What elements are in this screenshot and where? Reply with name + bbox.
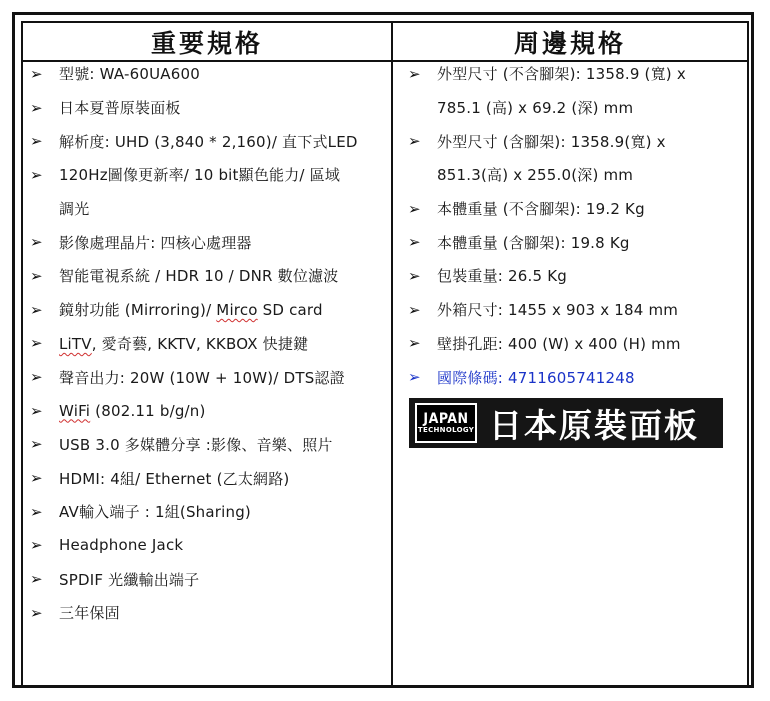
logo-bottom-text: TECHNOLOGY bbox=[417, 425, 475, 434]
spec-text: 日本夏普原裝面板 bbox=[59, 99, 181, 118]
arrow-bullet-icon: ➢ bbox=[30, 233, 43, 252]
arrow-bullet-icon: ➢ bbox=[30, 64, 43, 83]
spec-text bbox=[59, 299, 323, 320]
arrow-bullet-icon: ➢ bbox=[30, 300, 43, 319]
arrow-bullet-icon: ➢ bbox=[30, 98, 43, 117]
spec-text: 解析度: UHD (3,840 * 2,160)/ 直下式LED bbox=[59, 132, 358, 151]
japan-technology-logo bbox=[415, 403, 477, 443]
arrow-bullet-icon: ➢ bbox=[30, 502, 43, 521]
spec-text-part: SD card bbox=[257, 301, 323, 320]
arrow-bullet-icon: ➢ bbox=[30, 603, 43, 622]
spec-text: 壁掛孔距: 400 (W) x 400 (H) mm bbox=[437, 334, 681, 353]
arrow-bullet-icon: ➢ bbox=[30, 570, 43, 589]
spec-text: 本體重量 (含腳架): 19.8 Kg bbox=[437, 233, 630, 252]
arrow-bullet-icon: ➢ bbox=[408, 199, 421, 218]
spec-item bbox=[30, 259, 390, 293]
spec-item bbox=[30, 158, 390, 192]
logo-top-text: JAPAN bbox=[423, 410, 469, 427]
key-specs-list bbox=[30, 57, 390, 630]
spellcheck-underlined-word: Mirco bbox=[216, 301, 258, 320]
spec-item bbox=[30, 394, 390, 428]
spec-item bbox=[30, 91, 390, 125]
arrow-bullet-icon: ➢ bbox=[408, 368, 421, 387]
header-peripheral-specs: 周邊規格 bbox=[513, 28, 626, 58]
spec-text: HDMI: 4組/ Ethernet (乙太網路) bbox=[59, 469, 290, 488]
spec-text: AV輸入端子 : 1組(Sharing) bbox=[59, 503, 251, 522]
spec-item bbox=[408, 259, 748, 293]
spec-text: 三年保固 bbox=[59, 604, 120, 623]
spec-item bbox=[408, 360, 748, 394]
spec-text: 聲音出力: 20W (10W + 10W)/ DTS認證 bbox=[59, 368, 345, 387]
arrow-bullet-icon: ➢ bbox=[30, 334, 43, 353]
spec-item bbox=[408, 192, 748, 226]
spec-item bbox=[408, 293, 748, 327]
arrow-bullet-icon: ➢ bbox=[408, 233, 421, 252]
arrow-bullet-icon: ➢ bbox=[408, 266, 421, 285]
spellcheck-underlined-word: WiFi bbox=[59, 401, 91, 420]
spec-text: 調光 bbox=[59, 200, 90, 219]
spec-text-part: , 愛奇藝, KKTV, KKBOX 快捷鍵 bbox=[91, 334, 309, 353]
spec-text: 外箱尺寸: 1455 x 903 x 184 mm bbox=[437, 301, 679, 320]
spellcheck-underlined-word: LiTV bbox=[59, 334, 92, 353]
spec-item bbox=[30, 360, 390, 394]
spec-item bbox=[30, 57, 390, 91]
arrow-bullet-icon: ➢ bbox=[408, 64, 421, 83]
arrow-bullet-icon: ➢ bbox=[30, 132, 43, 151]
spec-text: 785.1 (高) x 69.2 (深) mm bbox=[437, 99, 634, 118]
spec-item bbox=[408, 124, 748, 158]
spec-text: Headphone Jack bbox=[59, 536, 184, 555]
arrow-bullet-icon: ➢ bbox=[30, 401, 43, 420]
japan-panel-banner bbox=[409, 398, 723, 448]
spec-item bbox=[408, 57, 748, 91]
spec-text-part: (802.11 b/g/n) bbox=[90, 401, 206, 420]
spec-text: 包裝重量: 26.5 Kg bbox=[437, 267, 567, 286]
spec-item bbox=[30, 461, 390, 495]
spec-item-continuation bbox=[30, 192, 390, 226]
arrow-bullet-icon: ➢ bbox=[408, 334, 421, 353]
spec-item bbox=[30, 596, 390, 630]
spec-text bbox=[59, 333, 308, 354]
arrow-bullet-icon: ➢ bbox=[30, 266, 43, 285]
column-divider bbox=[391, 21, 393, 687]
spec-item-continuation bbox=[408, 158, 748, 192]
spec-item bbox=[30, 124, 390, 158]
spec-item bbox=[408, 327, 748, 361]
spec-item bbox=[408, 225, 748, 259]
arrow-bullet-icon: ➢ bbox=[408, 132, 421, 151]
spec-text: USB 3.0 多媒體分享 :影像、音樂、照片 bbox=[59, 435, 333, 454]
spec-item bbox=[30, 428, 390, 462]
spec-text: 本體重量 (不含腳架): 19.2 Kg bbox=[437, 200, 645, 219]
spec-item-continuation bbox=[408, 91, 748, 125]
arrow-bullet-icon: ➢ bbox=[30, 435, 43, 454]
spec-text: 外型尺寸 (不含腳架): 1358.9 (寬) x bbox=[437, 65, 686, 84]
header-key-specs: 重要規格 bbox=[150, 28, 263, 58]
spec-item bbox=[30, 225, 390, 259]
spec-item bbox=[30, 293, 390, 327]
spec-text: SPDIF 光纖輸出端子 bbox=[59, 570, 200, 589]
spec-text bbox=[59, 402, 206, 420]
arrow-bullet-icon: ➢ bbox=[30, 469, 43, 488]
spec-text: 外型尺寸 (含腳架): 1358.9(寬) x bbox=[437, 132, 666, 151]
spec-text: 型號: WA-60UA600 bbox=[59, 65, 200, 84]
banner-text: 日本原裝面板 bbox=[489, 405, 699, 445]
peripheral-specs-list bbox=[408, 57, 748, 394]
spec-item bbox=[30, 495, 390, 529]
spec-text-part: 鏡射功能 (Mirroring)/ bbox=[59, 301, 217, 320]
spec-text: 120Hz圖像更新率/ 10 bit顯色能力/ 區域 bbox=[59, 166, 341, 185]
spec-item bbox=[30, 529, 390, 563]
spec-text: 國際條碼: 4711605741248 bbox=[437, 368, 635, 387]
arrow-bullet-icon: ➢ bbox=[30, 368, 43, 387]
spec-item bbox=[30, 562, 390, 596]
arrow-bullet-icon: ➢ bbox=[408, 300, 421, 319]
spec-text: 851.3(高) x 255.0(深) mm bbox=[437, 166, 634, 185]
arrow-bullet-icon: ➢ bbox=[30, 165, 43, 184]
spec-text: 智能電視系統 / HDR 10 / DNR 數位濾波 bbox=[59, 267, 339, 286]
arrow-bullet-icon: ➢ bbox=[30, 536, 43, 555]
spec-text: 影像處理晶片: 四核心處理器 bbox=[59, 233, 252, 252]
spec-item bbox=[30, 327, 390, 361]
